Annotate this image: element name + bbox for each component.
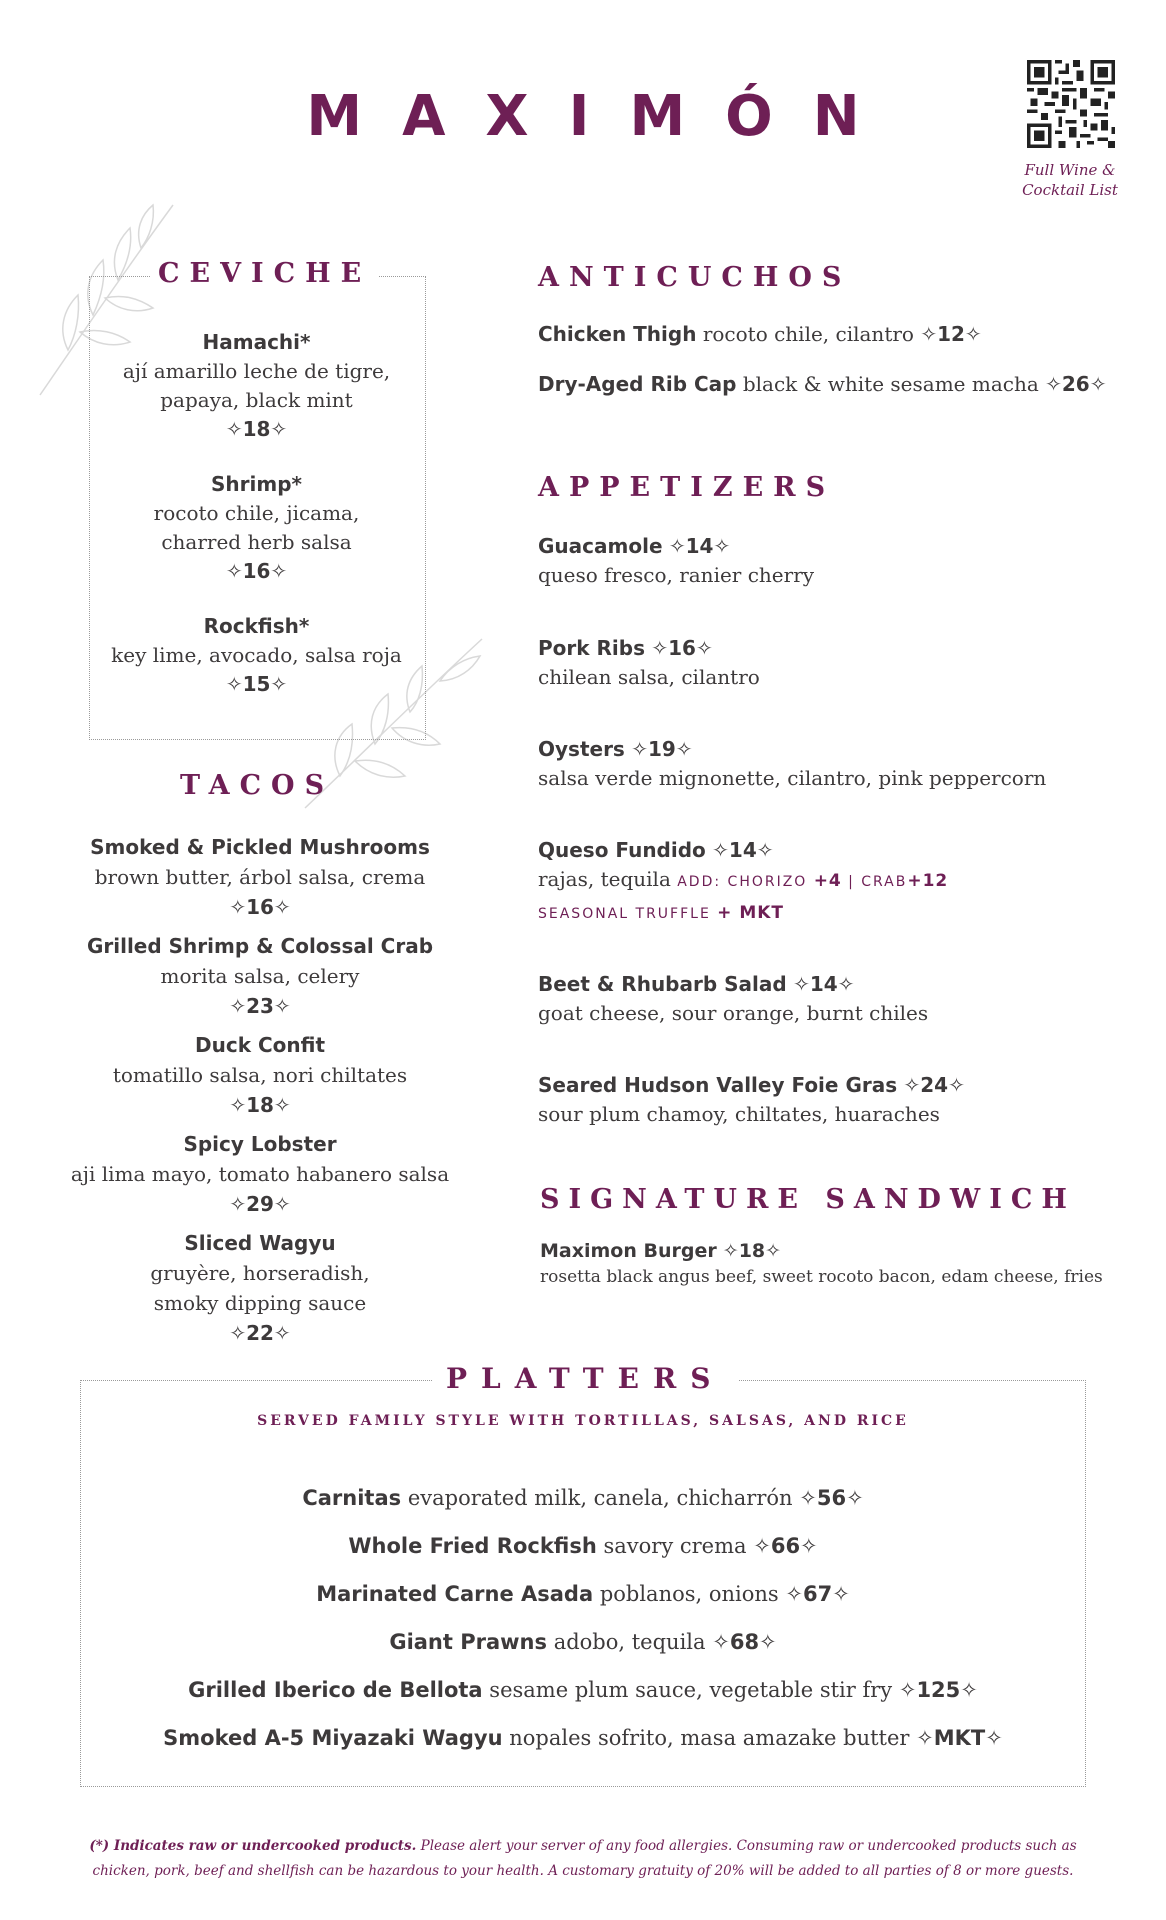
list-item: [538, 532, 814, 590]
list-item: [538, 836, 948, 929]
item-desc: papaya, black mint: [160, 388, 353, 412]
item-desc: ají amarillo leche de tigre,: [122, 359, 391, 383]
item-desc: queso fresco, ranier cherry: [538, 563, 815, 587]
item-name: Spicy Lobster: [183, 1132, 337, 1156]
item-name: Seared Hudson Valley Foie Gras: [538, 1073, 898, 1097]
item-desc: sesame plum sauce, vegetable stir fry: [489, 1678, 893, 1702]
item-price: ✧18✧: [722, 1240, 782, 1262]
item-desc: tomatillo salsa, nori chiltates: [112, 1063, 408, 1087]
list-item: [540, 1238, 1103, 1289]
item-price: ✧15✧: [225, 672, 288, 696]
list-item: [0, 1522, 1166, 1570]
item-desc: goat cheese, sour orange, burnt chiles: [538, 1001, 929, 1025]
list-item: [0, 1474, 1166, 1522]
platters-subheading: SERVED FAMILY STYLE WITH TORTILLAS, SALSAS, AND RICE: [257, 1413, 909, 1429]
item-name: Grilled Iberico de Bellota: [188, 1678, 483, 1702]
list-item: [538, 634, 760, 692]
tacos-heading: TACOS: [180, 770, 335, 801]
item-desc: evaporated milk, canela, chicharrón: [407, 1486, 793, 1510]
item-price: ✧67✧: [785, 1582, 850, 1606]
item-desc: nopales sofrito, masa amazake butter: [509, 1726, 910, 1750]
item-desc: chilean salsa, cilantro: [538, 665, 760, 689]
item-name: Maximon Burger: [540, 1240, 717, 1262]
allergy-disclaimer: [60, 1834, 1106, 1884]
addon-label: SEASONAL TRUFFLE: [538, 906, 711, 922]
item-desc: charred herb salsa: [161, 530, 352, 554]
item-price: ✧56✧: [799, 1486, 864, 1510]
list-item: [60, 832, 460, 922]
qr-caption-line: Cocktail List: [1022, 181, 1118, 199]
item-desc: savory crema: [603, 1534, 747, 1558]
item-name: Rockfish*: [203, 614, 310, 638]
list-item: [538, 320, 1106, 348]
item-name: Carnitas: [302, 1486, 402, 1510]
item-desc: rajas, tequila: [538, 867, 671, 891]
item-price: ✧16✧: [651, 636, 713, 660]
qr-caption-line: Full Wine &: [1024, 161, 1116, 179]
item-price: ✧18✧: [225, 417, 288, 441]
item-price: ✧29✧: [229, 1192, 291, 1216]
item-name: Oysters: [538, 737, 625, 761]
item-desc: adobo, tequila: [553, 1630, 706, 1654]
item-name: Giant Prawns: [389, 1630, 548, 1654]
addon-label: CRAB: [861, 874, 908, 890]
addon-price: +12: [907, 871, 949, 891]
item-price: ✧18✧: [229, 1093, 291, 1117]
item-desc: sour plum chamoy, chiltates, huaraches: [538, 1102, 940, 1126]
item-price: ✧16✧: [225, 559, 288, 583]
item-desc: salsa verde mignonette, cilantro, pink peppercorn: [538, 766, 1047, 790]
item-desc: brown butter, árbol salsa, crema: [94, 865, 426, 889]
item-price: ✧23✧: [229, 994, 291, 1018]
list-item: [89, 328, 424, 444]
item-price: ✧14✧: [793, 972, 855, 996]
item-name: Queso Fundido: [538, 838, 706, 862]
item-desc: morita salsa, celery: [160, 964, 360, 988]
list-item: [0, 1618, 1166, 1666]
item-price: ✧MKT✧: [916, 1726, 1003, 1750]
qr-code-icon[interactable]: [1027, 60, 1115, 148]
tacos-list: [60, 832, 460, 1357]
item-desc: black & white sesame macha: [742, 372, 1039, 396]
list-item: [538, 370, 1106, 398]
list-item: [0, 1570, 1166, 1618]
item-desc: poblanos, onions: [599, 1582, 779, 1606]
item-desc: gruyère, horseradish,: [150, 1261, 370, 1285]
item-price: ✧14✧: [668, 534, 731, 558]
list-item: [89, 470, 424, 586]
item-name: Smoked & Pickled Mushrooms: [90, 835, 430, 859]
item-price: ✧12✧: [920, 322, 982, 346]
list-item: [60, 1228, 460, 1348]
item-price: ✧24✧: [903, 1073, 965, 1097]
item-desc: rocoto chile, jicama,: [153, 501, 360, 525]
item-name: Duck Confit: [195, 1033, 325, 1057]
list-item: [60, 1129, 460, 1219]
disclaimer-text: Please alert your server of any food allergies. Consuming raw or undercooked products such as chicken, pork, beef and shellfish can be hazardous to your health. A customary gratuity of 20% will be added to all parties of 8 or more guests.: [92, 1838, 1077, 1879]
item-name: Hamachi*: [202, 330, 311, 354]
item-price: ✧125✧: [898, 1678, 978, 1702]
item-name: Beet & Rhubarb Salad: [538, 972, 787, 996]
list-item: [0, 1666, 1166, 1714]
item-price: ✧66✧: [753, 1534, 818, 1558]
qr-caption: [1000, 160, 1140, 200]
item-name: Grilled Shrimp & Colossal Crab: [86, 934, 434, 958]
item-name: Dry-Aged Rib Cap: [538, 372, 737, 396]
list-item: [538, 735, 1046, 793]
item-price: ✧22✧: [229, 1321, 291, 1345]
item-name: Chicken Thigh: [538, 322, 697, 346]
list-item: [60, 1030, 460, 1120]
list-item: [0, 1714, 1166, 1762]
item-name: Smoked A-5 Miyazaki Wagyu: [163, 1726, 503, 1750]
list-item: [538, 1071, 965, 1129]
platters-heading: PLATTERS: [432, 1362, 738, 1395]
item-name: Guacamole: [538, 534, 663, 558]
list-item: [538, 970, 928, 1028]
item-price: ✧19✧: [631, 737, 693, 761]
item-price: ✧14✧: [712, 838, 774, 862]
item-desc: smoky dipping sauce: [153, 1291, 367, 1315]
appetizers-heading: APPETIZERS: [538, 472, 836, 503]
ceviche-heading: CEVICHE: [150, 258, 379, 289]
addon-divider: |: [848, 874, 855, 890]
item-name: Sliced Wagyu: [184, 1231, 336, 1255]
list-item: [60, 931, 460, 1021]
item-desc: rocoto chile, cilantro: [702, 322, 914, 346]
platters-list: [0, 1474, 1166, 1762]
sandwich-heading: SIGNATURE SANDWICH: [540, 1184, 1076, 1215]
item-name: Marinated Carne Asada: [316, 1582, 594, 1606]
list-item: [89, 612, 424, 699]
addon-price: + MKT: [717, 903, 785, 923]
anticuchos-list: [538, 320, 1106, 398]
item-name: Pork Ribs: [538, 636, 646, 660]
addon-price: +4: [813, 871, 842, 891]
item-desc: key lime, avocado, salsa roja: [111, 643, 402, 667]
item-price: ✧68✧: [712, 1630, 777, 1654]
addon-label: ADD: CHORIZO: [677, 874, 808, 890]
restaurant-title: MAXIMÓN: [306, 84, 900, 149]
item-desc: aji lima mayo, tomato habanero salsa: [70, 1162, 450, 1186]
item-name: Whole Fried Rockfish: [348, 1534, 597, 1558]
ceviche-list: [89, 328, 424, 725]
item-price: ✧16✧: [229, 895, 291, 919]
disclaimer-bold: (*) Indicates raw or undercooked products.: [89, 1838, 417, 1854]
anticuchos-heading: ANTICUCHOS: [538, 262, 852, 293]
item-price: ✧26✧: [1045, 372, 1107, 396]
item-desc: rosetta black angus beef, sweet rocoto bacon, edam cheese, fries: [540, 1267, 1103, 1287]
item-name: Shrimp*: [211, 472, 302, 496]
